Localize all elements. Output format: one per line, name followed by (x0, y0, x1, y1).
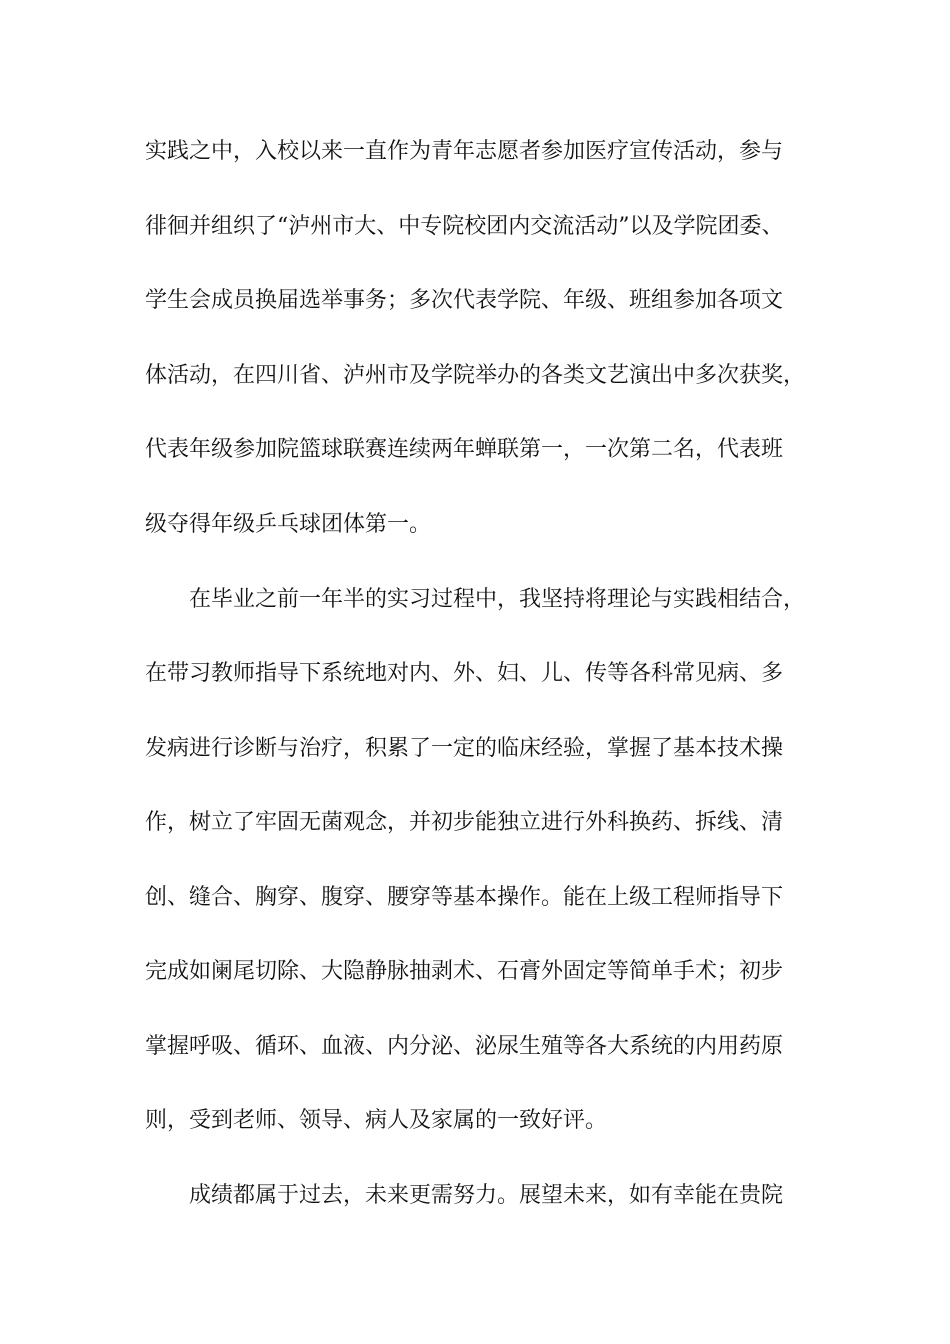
paragraph-1-line-3: 学生会成员换届选举事务；多次代表学院、年级、班组参加各项文 (145, 288, 784, 313)
paragraph-1-line-4: 体活动，在四川省、泸州市及学院举办的各类文艺演出中多次获奖， (145, 363, 806, 388)
paragraph-2-line-6: 完成如阑尾切除、大隐静脉抽剥术、石膏外固定等简单手术；初步 (145, 959, 784, 984)
paragraph-1-line-1: 实践之中，入校以来一直作为青年志愿者参加医疗宣传活动，参与 (145, 139, 784, 164)
paragraph-2-line-5: 创、缝合、胸穿、腹穿、腰穿等基本操作。能在上级工程师指导下 (145, 885, 784, 910)
paragraph-2-line-2: 在带习教师指导下系统地对内、外、妇、儿、传等各科常见病、多 (145, 661, 784, 686)
paragraph-2-line-7: 掌握呼吸、循环、血液、内分泌、泌尿生殖等各大系统的内用药原 (145, 1034, 784, 1059)
paragraph-1-line-5: 代表年级参加院篮球联赛连续两年蝉联第一，一次第二名，代表班 (145, 437, 784, 462)
paragraph-2-line-8: 则，受到老师、领导、病人及家属的一致好评。 (145, 1108, 608, 1133)
paragraph-1-line-6: 级夺得年级乒乓球团体第一。 (145, 512, 432, 537)
paragraph-3-line-1: 成绩都属于过去，未来更需努力。展望未来，如有幸能在贵院 (189, 1183, 784, 1208)
paragraph-2-line-3: 发病进行诊断与治疗，积累了一定的临床经验，掌握了基本技术操 (145, 736, 784, 761)
paragraph-2-line-4: 作，树立了牢固无菌观念，并初步能独立进行外科换药、拆线、清 (145, 810, 784, 835)
paragraph-2-line-1: 在毕业之前一年半的实习过程中，我坚持将理论与实践相结合， (189, 587, 806, 612)
paragraph-1-line-2: 徘徊并组织了“泸州市大、中专院校团内交流活动”以及学院团委、 (145, 214, 784, 239)
